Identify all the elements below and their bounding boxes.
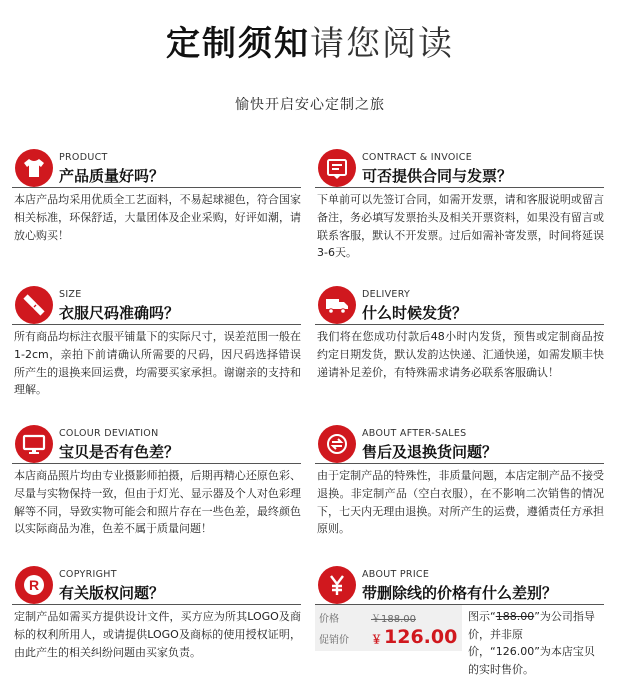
card-body: 我们将在您成功付款后48小时内发货，预售或定制商品按约定日期发货，默认发韵达快递、汇通快递，如需发顺丰快递请补足差价，有特殊需求请务必联系客服确认！ <box>317 330 604 379</box>
sale-price <box>371 626 457 648</box>
contract-icon <box>318 149 356 187</box>
card-divider <box>12 463 301 464</box>
card-en-title: COLOUR DEVIATION <box>59 428 159 439</box>
card-zh-title: 宝贝是否有色差？ <box>59 443 180 461</box>
monitor-icon <box>15 425 53 463</box>
price-note-b: ”为公司指导价，并非原价，“126.00”为本店宝贝的实时售价。 <box>468 610 595 676</box>
card-colour <box>12 425 301 555</box>
original-price: ￥188.00 <box>371 614 416 625</box>
card-body: 定制产品如需买方提供设计文件，买方应为所其LOGO及商标的权利所用人，或请提供LOGO及商标的使用授权证明，由此产生的相关纠纷问题由买家负责。 <box>14 610 301 659</box>
card-body: 下单前可以先签订合同，如需开发票，请和客服说明或留言备注，务必填写发票抬头及相关开票资料，如果没有留言或联系客服，默认不开发票。过后如需补寄发票，时间将延误3-6天。 <box>317 193 604 260</box>
svg-text:R: R <box>28 577 40 593</box>
card-en-title: CONTRACT & INVOICE <box>362 152 473 163</box>
price-note-strike: 188.00 <box>495 610 535 623</box>
card-zh-title: 产品质量好吗？ <box>59 167 165 185</box>
yen-icon <box>318 566 356 604</box>
card-body: 所有商品均标注衣服平铺量下的实际尺寸，误差范围一般在1-2cm，亲拍下前请确认所需要的尺码，因尺码选择错误所产生的退换来回运费，均需要买家承担。谢谢亲的支持和理解。 <box>14 330 301 397</box>
card-zh-title: 可否提供合同与发票？ <box>362 167 513 185</box>
page-title <box>0 22 620 66</box>
card-after-sales <box>315 425 604 545</box>
registered-icon <box>15 566 53 604</box>
page-header <box>0 22 620 114</box>
card-en-title: ABOUT AFTER-SALES <box>362 428 467 439</box>
price-example-box <box>315 605 462 651</box>
tshirt-icon <box>15 149 53 187</box>
sale-price-label: 促销价 <box>319 635 349 646</box>
price-label: 价格 <box>319 614 339 625</box>
card-divider <box>12 604 301 605</box>
card-zh-title: 衣服尺码准确吗？ <box>59 304 180 322</box>
price-note <box>468 608 604 678</box>
exchange-icon <box>318 425 356 463</box>
page-subtitle: 愉快开启安心定制之旅 <box>235 97 385 113</box>
title-bold: 定制须知 <box>166 24 310 64</box>
card-delivery <box>315 286 604 396</box>
card-product <box>12 149 301 259</box>
card-zh-title: 售后及退换货问题？ <box>362 443 498 461</box>
card-body: 本店产品均采用优质全工艺面料，不易起球褪色，符合国家相关标准，环保舒适，大量团体及企业采购，好评如潮，请放心购买！ <box>14 193 301 242</box>
card-copyright <box>12 566 301 676</box>
title-light: 请您阅读 <box>310 24 454 64</box>
card-divider <box>315 463 604 464</box>
card-en-title: ABOUT PRICE <box>362 569 430 580</box>
card-body: 本店商品照片均由专业摄影师拍摄，后期再精心还原色彩、尽量与实物保持一致，但由于灯光、显示器及个人对色彩理解等不同，导致实物可能会和照片存在一些色差，最终颜色以实际商品为准，色差不属于质量问题！ <box>14 469 301 536</box>
card-divider <box>315 187 604 188</box>
card-zh-title: 有关版权问题？ <box>59 584 165 602</box>
sale-price-symbol: ￥ <box>371 633 382 646</box>
card-en-title: COPYRIGHT <box>59 569 117 580</box>
card-divider <box>12 187 301 188</box>
card-en-title: PRODUCT <box>59 152 108 163</box>
card-body: 由于定制产品的特殊性，非质量问题，本店定制产品不接受退换。非定制产品（空白衣服），在不影响二次销售的情况下，七天内无理由退换。对所产生的运费，遵循责任方承担原则。 <box>317 469 604 536</box>
card-zh-title: 什么时候发货？ <box>362 304 468 322</box>
ruler-icon <box>15 286 53 324</box>
card-price <box>315 566 604 676</box>
card-contract <box>315 149 604 259</box>
card-size <box>12 286 301 406</box>
card-en-title: DELIVERY <box>362 289 411 300</box>
card-en-title: SIZE <box>59 289 82 300</box>
card-divider <box>12 324 301 325</box>
card-divider <box>315 324 604 325</box>
sale-price-value: 126.00 <box>384 626 458 648</box>
card-zh-title: 带删除线的价格有什么差别？ <box>362 584 558 602</box>
truck-icon <box>318 286 356 324</box>
price-note-a: 图示“ <box>468 610 496 623</box>
